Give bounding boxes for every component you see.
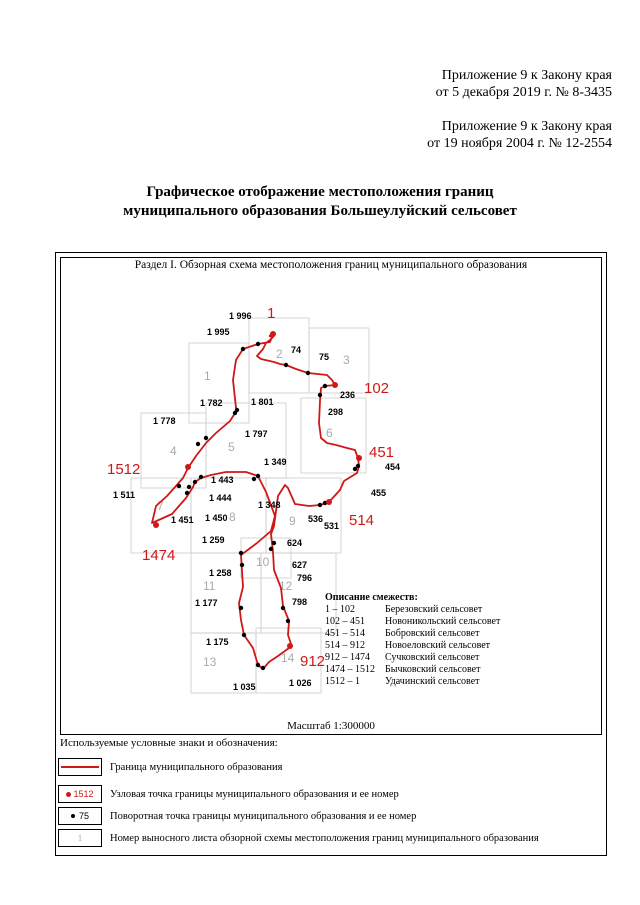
turn-point-marker [199, 475, 203, 479]
legend-item-sheet-number [58, 827, 539, 849]
turn-point-label: 624 [287, 538, 303, 548]
legend-text: Узловая точка границы муниципального образования и ее номер [110, 788, 399, 800]
turn-point-label: 1 258 [209, 568, 232, 578]
sheet-number: 7 [157, 499, 164, 513]
legend-text: Поворотная точка границы муниципального образования и ее номер [110, 810, 417, 822]
adjacency-range: 1474 – 1512 [325, 664, 375, 675]
turn-point-marker [281, 606, 285, 610]
adjacency-row [325, 652, 500, 664]
sheet-frame [309, 328, 369, 393]
sheet-number: 5 [228, 440, 235, 454]
turn-point-label: 298 [328, 407, 344, 417]
turn-point-label: 1 450 [205, 513, 228, 523]
adjacency-row [325, 640, 500, 652]
turn-point-marker [193, 480, 197, 484]
sheet-frame [266, 478, 341, 553]
turn-point-label: 1 443 [211, 475, 234, 485]
turn-point-label: 1 995 [207, 327, 230, 337]
sheet-number: 1 [204, 369, 211, 383]
turn-point-label: 1 026 [289, 678, 312, 688]
turn-point-label: 1 175 [206, 637, 229, 647]
turn-point-marker [256, 474, 260, 478]
adjacency-range: 1512 – 1 [325, 676, 360, 687]
node-point-label: 102 [364, 380, 390, 397]
turn-point-label: 1 348 [258, 500, 281, 510]
adjacency-range: 451 – 514 [325, 628, 365, 639]
adjacency-row [325, 676, 500, 688]
annex-line: от 19 ноября 2004 г. № 12-2554 [427, 136, 612, 151]
sheet-number: 14 [281, 651, 295, 665]
document-title [0, 183, 640, 221]
legend-item-boundary [58, 756, 282, 778]
adjacency-name: Бобровский сельсовет [385, 628, 480, 639]
turn-point-label: 75 [319, 352, 330, 362]
legend-sample-node-point [58, 785, 102, 803]
turn-point-marker [242, 633, 246, 637]
turn-point-marker [256, 342, 260, 346]
sheet-number: 4 [170, 444, 177, 458]
turn-point-marker [239, 606, 243, 610]
turn-point-marker [177, 484, 181, 488]
node-point-marker [332, 382, 338, 388]
turn-point-icon [71, 814, 75, 818]
turn-point-label: 1 177 [195, 598, 218, 608]
node-point-marker [153, 522, 159, 528]
turn-point-marker [252, 477, 256, 481]
turn-point-marker [233, 411, 237, 415]
map-scale: Масштаб 1:300000 [287, 720, 375, 732]
node-point-marker [185, 464, 191, 470]
turn-point-label: 236 [340, 390, 356, 400]
turn-point-marker [240, 563, 244, 567]
adjacency-range: 912 – 1474 [325, 652, 370, 663]
sheet-number: 10 [256, 555, 270, 569]
legend-sample-sheet-number [58, 829, 102, 847]
turn-point-label: 1 349 [264, 457, 287, 467]
node-point-label: 451 [369, 444, 395, 461]
turn-point-marker [185, 491, 189, 495]
node-point-marker [356, 455, 362, 461]
node-point-icon [66, 792, 71, 797]
turn-point-label: 1 444 [209, 493, 232, 503]
turn-point-marker [239, 551, 243, 555]
turn-point-label: 74 [291, 345, 302, 355]
turn-point-marker [318, 503, 322, 507]
adjacency-name: Сучковский сельсовет [385, 652, 480, 663]
turn-point-marker [187, 485, 191, 489]
turn-point-marker [318, 393, 322, 397]
overview-map [60, 257, 602, 735]
sheet-frame [191, 553, 261, 633]
adjacency-name: Березовский сельсовет [385, 604, 483, 615]
node-point-label: 912 [300, 653, 326, 670]
adjacency-range: 102 – 451 [325, 616, 365, 627]
node-point-marker [287, 643, 293, 649]
sheet-number: 8 [229, 510, 236, 524]
turn-point-label: 455 [371, 488, 387, 498]
legend-text: Граница муниципального образования [110, 761, 283, 773]
turn-point-label: 1 259 [202, 535, 225, 545]
turn-point-label: 454 [385, 462, 401, 472]
turn-point-label: 1 451 [171, 515, 194, 525]
adjacency-range: 1 – 102 [325, 604, 355, 615]
legend-sample-boundary [58, 758, 102, 776]
node-point-marker [326, 499, 332, 505]
turn-point-label: 1 782 [200, 398, 223, 408]
turn-point-marker [241, 347, 245, 351]
turn-point-label: 1 778 [153, 416, 176, 426]
annex-line: от 5 декабря 2019 г. № 8-3435 [435, 85, 612, 100]
sheet-number: 13 [203, 655, 217, 669]
node-point-label: 1 [267, 305, 276, 322]
annex-line: Приложение 9 к Закону края [441, 119, 612, 134]
sheet-number: 2 [276, 347, 283, 361]
turn-point-label: 1 511 [113, 490, 136, 500]
turn-point-label: 1 996 [229, 311, 252, 321]
turn-point-marker [306, 371, 310, 375]
turn-point-label: 1 035 [233, 682, 256, 692]
title-line: муниципального образования Большеулуйский сельсовет [123, 203, 517, 219]
turn-point-marker [286, 619, 290, 623]
node-point-label: 514 [349, 512, 375, 529]
turn-point-marker [204, 436, 208, 440]
adjacency-range: 514 – 912 [325, 640, 365, 651]
map-frame [55, 252, 607, 856]
turn-point-label: 1 797 [245, 429, 268, 439]
turn-point-label: 531 [324, 521, 340, 531]
adjacency-row [325, 604, 500, 616]
turn-point-marker [284, 363, 288, 367]
turn-point-marker [256, 663, 260, 667]
annex-reference-2019 [436, 67, 612, 101]
adjacency-name: Бычковский сельсовет [385, 664, 481, 675]
legend-sample-label: 1512 [73, 789, 94, 799]
adjacency-row [325, 616, 500, 628]
annex-line: Приложение 9 к Закону края [441, 68, 612, 83]
turn-point-label: 796 [297, 573, 313, 583]
boundary-line-icon [61, 766, 99, 768]
sheet-number: 6 [326, 426, 333, 440]
turn-point-label: 1 801 [251, 397, 274, 407]
turn-point-marker [269, 547, 273, 551]
turn-point-marker [261, 666, 265, 670]
turn-point-label: 798 [292, 597, 308, 607]
sheet-number: 11 [203, 579, 216, 593]
legend-text: Номер выносного листа обзорной схемы местоположения границ муниципального образования [110, 832, 539, 844]
adjacency-title: Описание смежеств: [325, 592, 418, 603]
node-point-label: 1474 [142, 547, 176, 564]
legend-sample-label: 1 [77, 833, 83, 843]
node-point-marker [270, 331, 276, 337]
node-point-label: 1512 [107, 461, 141, 478]
adjacency-row [325, 628, 500, 640]
adjacency-name: Новоникольский сельсовет [385, 616, 501, 627]
legend-heading: Используемые условные знаки и обозначения: [60, 737, 278, 749]
legend-sample-turn-point [58, 807, 102, 825]
title-line: Графическое отображение местоположения границ [146, 184, 494, 200]
annex-reference-2004 [427, 118, 612, 152]
adjacency-row [325, 664, 500, 676]
section-title: Раздел I. Обзорная схема местоположения границ муниципального образования [134, 259, 528, 271]
adjacency-name: Новоеловский сельсовет [385, 640, 491, 651]
turn-point-marker [353, 467, 357, 471]
turn-point-marker [323, 384, 327, 388]
turn-point-label: 627 [292, 560, 308, 570]
legend-item-node-point [58, 783, 399, 805]
sheet-number: 3 [343, 353, 350, 367]
adjacency-description [325, 592, 500, 688]
sheet-number: 12 [279, 579, 293, 593]
legend-item-turn-point [58, 805, 416, 827]
turn-point-label: 536 [308, 514, 324, 524]
adjacency-name: Удачинский сельсовет [385, 676, 480, 687]
turn-point-marker [196, 442, 200, 446]
sheet-number: 9 [289, 514, 296, 528]
legend-sample-label: 75 [78, 811, 89, 821]
turn-point-marker [272, 541, 276, 545]
